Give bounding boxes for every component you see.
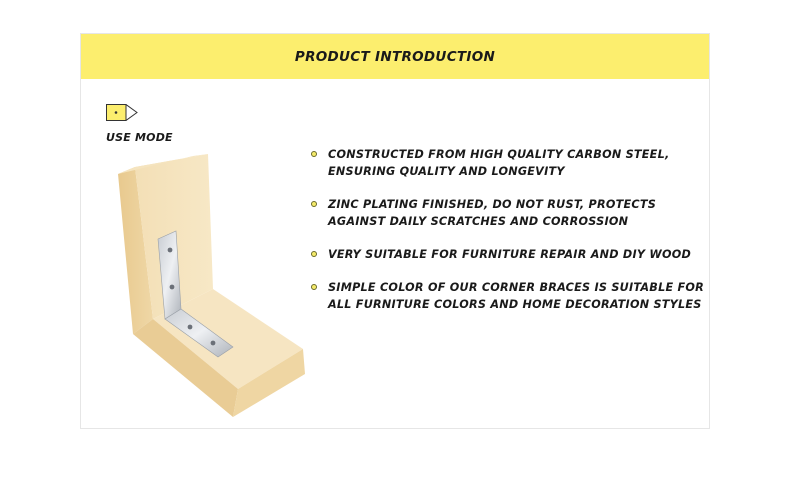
feature-text: ALL FURNITURE COLORS AND HOME DECORATION STYLES — [328, 298, 702, 311]
feature-text: SIMPLE COLOR OF OUR CORNER BRACES IS SUITABLE FOR — [328, 281, 705, 294]
bullet-icon — [311, 251, 317, 257]
page-title: PRODUCT INTRODUCTION — [294, 48, 496, 65]
header-banner — [81, 34, 709, 79]
list-item — [309, 146, 709, 180]
tag-icon — [106, 104, 138, 121]
feature-text: VERY SUITABLE FOR FURNITURE REPAIR AND DIY WOOD — [328, 248, 692, 261]
list-item — [309, 246, 709, 263]
section-label: USE MODE — [106, 131, 173, 144]
product-intro-card — [80, 33, 710, 429]
feature-text: ZINC PLATING FINISHED, DO NOT RUST, PROTECTS — [328, 198, 657, 211]
corner-brace-illustration — [113, 149, 308, 419]
feature-text: ENSURING QUALITY AND LONGEVITY — [328, 165, 565, 178]
feature-text: CONSTRUCTED FROM HIGH QUALITY CARBON STEEL, — [328, 148, 670, 161]
bullet-icon — [311, 151, 317, 157]
bullet-icon — [311, 201, 317, 207]
feature-text: AGAINST DAILY SCRATCHES AND CORROSSION — [328, 215, 629, 228]
bullet-icon — [311, 284, 317, 290]
feature-list — [309, 146, 709, 329]
list-item — [309, 196, 709, 230]
list-item — [309, 279, 709, 313]
